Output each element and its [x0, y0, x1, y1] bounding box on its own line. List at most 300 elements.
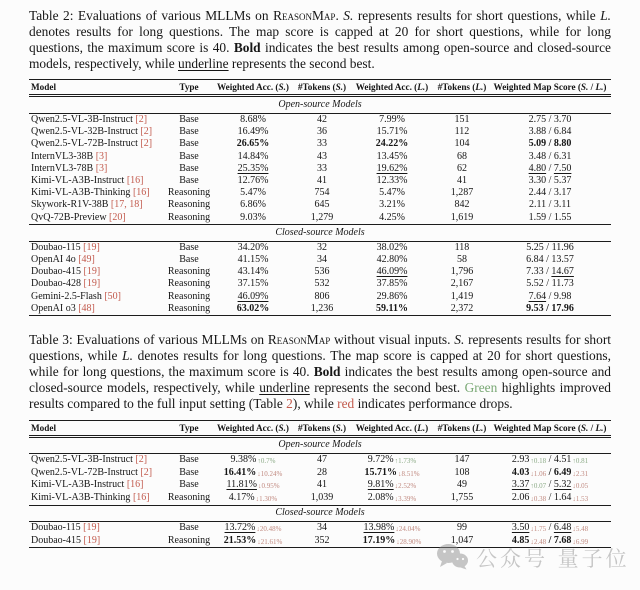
metric-value [315, 535, 330, 546]
text-segment: highlights improved results compared to the full input setting (Table [29, 380, 611, 412]
value: 3.30 [528, 175, 547, 187]
delta-down: ↓ 3.39% [395, 495, 417, 503]
column-header [349, 80, 435, 96]
value: 5.47% [379, 187, 405, 199]
citation-link[interactable]: [19] [83, 241, 100, 253]
model-cell [29, 175, 167, 187]
delta-up: ↑ 0.18 [530, 457, 546, 465]
value: 2.75 [528, 114, 547, 125]
value: 4.03 [511, 466, 530, 478]
metric-value [238, 175, 269, 186]
metric-cell [211, 199, 295, 211]
delta-down: ↓ 21.61% [257, 538, 282, 546]
citation-link[interactable]: [2] [140, 138, 153, 150]
value: 645 [314, 199, 330, 211]
metric-value [377, 278, 408, 289]
model-type: Base [179, 254, 199, 266]
value: 104 [454, 138, 470, 150]
map-score-cell [489, 151, 611, 163]
metric-cell [295, 266, 349, 278]
metric-cell [211, 187, 295, 199]
metric-cell [295, 303, 349, 316]
citation-link[interactable]: [49] [78, 254, 95, 266]
citation-link[interactable]: [17, 18] [110, 199, 143, 211]
text-segment: Type [179, 82, 199, 92]
model-type: Reasoning [167, 266, 211, 278]
metric-value [238, 278, 269, 289]
delta-down: ↓ 5.48 [572, 525, 588, 533]
value: 1,796 [450, 266, 474, 278]
metric-value [554, 199, 571, 210]
value: 68 [457, 150, 467, 162]
column-header [295, 80, 349, 96]
metric-value [529, 175, 547, 186]
table-row [29, 241, 611, 254]
table-row [29, 492, 611, 505]
model-cell [29, 291, 167, 303]
model-cell [29, 479, 167, 492]
text-segment: underline [259, 380, 310, 396]
text-segment: Table 2: Evaluations of various MLLMs on [29, 8, 274, 23]
model-name: Qwen2.5-VL-72B-Instruct [31, 138, 138, 150]
text-segment: Weighted Acc. ( [217, 82, 279, 92]
metric-value [315, 278, 330, 289]
delta-down: ↓ 0.95% [258, 482, 280, 490]
metric-cell [295, 291, 349, 303]
metric-cell [349, 521, 435, 534]
table-row [29, 151, 611, 163]
type-cell [167, 126, 211, 138]
value: 41 [457, 175, 467, 187]
value: 49 [457, 479, 467, 491]
metric-value [551, 266, 574, 277]
metric-value [526, 242, 544, 253]
section-row [29, 437, 611, 454]
model-name: Kimi-VL-A3B-Instruct [31, 479, 125, 491]
value: 1.55 [553, 211, 572, 223]
citation-link[interactable]: [3] [95, 150, 108, 162]
text-segment: L. [122, 348, 133, 364]
model-cell [29, 535, 167, 548]
model-name: Skywork-R1V-38B [31, 199, 109, 211]
metric-value [554, 454, 588, 465]
text-segment: L. [475, 82, 484, 92]
text-segment: ) [483, 82, 487, 92]
separator: / [543, 266, 552, 278]
table-header-row [29, 421, 611, 437]
value: 26.65% [236, 138, 270, 150]
model-name: Qwen2.5-VL-32B-Instruct [31, 126, 138, 138]
model-cell [29, 199, 167, 211]
text-segment: represents results for short questions, while [29, 332, 611, 364]
value: 1,619 [450, 211, 474, 223]
metric-value [554, 467, 588, 478]
metric-value [529, 138, 547, 149]
metric-cell [435, 479, 489, 492]
model-cell [29, 241, 167, 254]
metric-cell [349, 479, 435, 492]
separator: / [546, 492, 554, 504]
model-cell [29, 114, 167, 127]
separator: / [546, 199, 554, 211]
value: 33 [317, 162, 327, 174]
table-row [29, 266, 611, 278]
value: 11.96 [551, 241, 574, 253]
metric-cell [349, 138, 435, 150]
metric-value [529, 187, 547, 198]
metric-value [451, 212, 474, 223]
metric-cell [211, 114, 295, 127]
map-score-cell [489, 175, 611, 187]
metric-value [237, 303, 270, 314]
delta-up: ↑ 0.7% [257, 457, 275, 465]
delta-down: ↓ 28.90% [396, 538, 421, 546]
value: 6.84 [553, 126, 572, 138]
text-segment: / [588, 82, 596, 92]
metric-cell [211, 212, 295, 225]
section-label: Open-source Models [278, 99, 362, 110]
metric-value [512, 467, 546, 478]
value: 6.86% [240, 199, 266, 211]
citation-link[interactable]: [16] [132, 492, 150, 504]
model-type: Base [179, 453, 199, 465]
value: 352 [314, 534, 330, 546]
metric-cell [211, 278, 295, 290]
type-cell [167, 187, 211, 199]
metric-cell [435, 453, 489, 466]
model-type: Base [179, 521, 199, 533]
citation-link[interactable]: [19] [83, 266, 101, 278]
citation-link[interactable]: [16] [132, 187, 150, 199]
text-segment: indicates performance drops. [354, 396, 513, 412]
model-cell [29, 151, 167, 163]
model-name: OpenAI 4o [31, 254, 76, 266]
citation-link[interactable]: [19] [83, 278, 101, 290]
value: 1,287 [450, 187, 474, 199]
model-name: Doubao-115 [31, 241, 81, 253]
metric-cell [295, 479, 349, 492]
metric-value [317, 479, 327, 490]
section-label: Open-source Models [278, 439, 362, 451]
model-cell [29, 467, 167, 480]
type-cell [167, 479, 211, 492]
value: 14.67 [551, 266, 574, 278]
metric-value [377, 163, 408, 174]
model-type: Base [179, 138, 199, 150]
text-segment: ) [603, 423, 607, 434]
delta-down: ↓ 24.04% [395, 525, 420, 533]
table-row [29, 291, 611, 303]
metric-cell [295, 254, 349, 266]
metric-value [529, 114, 547, 125]
metric-value [317, 138, 327, 149]
citation-link[interactable]: [3] [95, 162, 108, 174]
metric-value [379, 187, 405, 198]
delta-down: ↓ 1.30% [256, 495, 278, 503]
metric-value [376, 303, 408, 314]
table3-caption [29, 332, 611, 412]
text-segment: L. [475, 423, 484, 434]
column-header [489, 421, 611, 437]
section-row [29, 224, 611, 241]
value: 14.84% [237, 150, 269, 162]
model-cell [29, 521, 167, 534]
metric-value [457, 163, 467, 174]
citation-link[interactable]: [2] [140, 466, 153, 478]
map-score-cell [489, 241, 611, 254]
citation-link[interactable]: [16] [126, 175, 144, 187]
value: 12.33% [376, 175, 408, 187]
column-header [167, 421, 211, 437]
metric-cell [349, 467, 435, 480]
metric-cell [435, 175, 489, 187]
value: 1.64 [553, 492, 572, 504]
citation-link[interactable]: [19] [83, 534, 101, 546]
text-segment: without visual inputs. [330, 332, 455, 348]
metric-value [512, 454, 546, 465]
text-segment: ) [343, 423, 347, 434]
text-segment: ) [285, 82, 289, 92]
model-name: OpenAI o3 [31, 302, 76, 314]
metric-value [457, 175, 467, 186]
value: 4.85 [511, 534, 530, 546]
metric-cell [295, 114, 349, 127]
map-score-cell [489, 138, 611, 150]
map-score-cell [489, 163, 611, 175]
metric-cell [295, 175, 349, 187]
metric-cell [295, 163, 349, 175]
delta-down: ↓ 20.48% [256, 525, 281, 533]
metric-value [554, 212, 572, 223]
metric-cell [211, 453, 295, 466]
value: 7.33 [526, 266, 544, 278]
metric-value [512, 492, 546, 503]
metric-value [529, 199, 546, 210]
text-segment: ReasonMap [267, 332, 331, 348]
value: 59.11% [376, 302, 408, 314]
value: 43 [317, 150, 327, 162]
model-name: Kimi-VL-A3B-Thinking [31, 187, 131, 199]
value: 4.51 [553, 453, 572, 465]
separator: / [546, 150, 554, 162]
metric-value [377, 266, 408, 277]
column-header [295, 421, 349, 437]
metric-cell [295, 187, 349, 199]
value: 16.41% [223, 466, 257, 478]
delta-down: ↓ 2.48 [530, 538, 546, 546]
separator: / [546, 521, 554, 533]
value: 1,039 [310, 492, 334, 504]
metric-value [526, 278, 544, 289]
map-score-cell [489, 291, 611, 303]
model-name: Gemini-2.5-Flash [31, 290, 102, 302]
separator: / [546, 453, 554, 465]
map-score-cell [489, 199, 611, 211]
metric-cell [349, 266, 435, 278]
separator: / [543, 241, 552, 253]
value: 3.17 [553, 187, 572, 199]
value: 1,279 [310, 211, 334, 223]
value: 37.85% [376, 278, 408, 290]
metric-value [240, 212, 266, 223]
metric-cell [349, 151, 435, 163]
metric-value [451, 187, 474, 198]
metric-value [315, 199, 330, 210]
model-cell [29, 492, 167, 505]
model-type: Reasoning [167, 278, 211, 290]
value: 8.80 [553, 138, 572, 150]
metric-cell [435, 187, 489, 199]
metric-value [317, 467, 327, 478]
value: 842 [454, 199, 470, 211]
text-segment: . [335, 8, 344, 23]
delta-down: ↓ 1.06 [530, 470, 546, 478]
metric-value [368, 454, 416, 465]
delta-down: ↓ 2.31 [572, 470, 588, 478]
model-type: Base [179, 241, 199, 253]
metric-cell [211, 254, 295, 266]
column-header [435, 80, 489, 96]
value: 2.93 [511, 453, 530, 465]
metric-value [451, 266, 474, 277]
metric-value [526, 254, 544, 265]
separator: / [546, 534, 554, 546]
value: 13.72% [224, 521, 256, 533]
metric-cell [435, 241, 489, 254]
value: 3.48 [528, 150, 547, 162]
value: 63.02% [236, 302, 270, 314]
text-segment: ) [483, 423, 487, 434]
metric-cell [295, 467, 349, 480]
section-cell [29, 96, 611, 114]
metric-value [529, 163, 547, 174]
metric-value [363, 535, 422, 546]
metric-cell [211, 291, 295, 303]
watermark-text: 公众号 量子位 [476, 546, 630, 571]
map-score-cell [489, 187, 611, 199]
value: 6.84 [526, 254, 544, 266]
value: 9.03% [240, 211, 266, 223]
model-type: Base [179, 466, 199, 478]
metric-value [317, 114, 327, 125]
model-type: Base [179, 162, 199, 174]
metric-value [455, 114, 470, 125]
citation-link[interactable]: [16] [126, 479, 144, 491]
metric-value [455, 242, 470, 253]
text-segment: ), while [292, 396, 338, 412]
citation-link[interactable]: [20] [109, 211, 126, 223]
text-segment: Weighted Acc. ( [355, 423, 418, 434]
model-cell [29, 138, 167, 150]
metric-value [529, 212, 547, 223]
value: 1,755 [450, 492, 474, 504]
metric-cell [435, 291, 489, 303]
separator: / [546, 114, 554, 125]
value: 11.73 [551, 278, 574, 290]
model-cell [29, 187, 167, 199]
metric-value [317, 454, 327, 465]
value: 15.71% [376, 126, 408, 138]
metric-value [554, 138, 572, 149]
metric-value [238, 291, 269, 302]
map-score-cell [489, 114, 611, 127]
metric-value [379, 114, 405, 125]
text-segment: L. [600, 8, 611, 23]
metric-value [451, 303, 474, 314]
column-header [29, 80, 167, 96]
value: 2.06 [511, 492, 530, 504]
metric-cell [211, 467, 295, 480]
map-score-cell [489, 212, 611, 225]
metric-cell [295, 521, 349, 534]
value: 34 [317, 254, 327, 266]
value: 21.53% [223, 534, 257, 546]
delta-down: ↓ 10.24% [257, 470, 282, 478]
metric-cell [435, 114, 489, 127]
citation-link[interactable]: [50] [104, 290, 121, 302]
metric-value [317, 126, 327, 137]
value: 8.68% [240, 114, 266, 125]
model-type: Base [179, 150, 199, 162]
metric-value [311, 303, 334, 314]
delta-down: ↓ 6.99 [572, 538, 588, 546]
metric-value [377, 291, 408, 302]
metric-value [238, 126, 269, 137]
metric-cell [349, 303, 435, 316]
value: 7.99% [379, 114, 405, 125]
type-cell [167, 278, 211, 290]
citation-link[interactable]: [2] [140, 126, 153, 138]
metric-value [315, 187, 330, 198]
metric-value [317, 242, 327, 253]
table2-caption [29, 0, 611, 72]
value: 29.86% [376, 290, 408, 302]
value: 5.09 [528, 138, 547, 150]
section-row [29, 506, 611, 522]
text-segment: S. [278, 423, 286, 434]
model-cell [29, 254, 167, 266]
metric-value [377, 175, 408, 186]
citation-link[interactable]: [2] [135, 114, 148, 125]
value: 1,419 [450, 290, 474, 302]
separator: / [543, 254, 552, 266]
table2 [29, 79, 611, 316]
metric-cell [349, 199, 435, 211]
metric-value [368, 492, 416, 503]
citation-link[interactable]: [48] [78, 302, 95, 314]
citation-link[interactable]: 2 [286, 396, 293, 412]
metric-value [455, 199, 470, 210]
column-header [167, 80, 211, 96]
text-segment: Weighted Acc. ( [217, 423, 279, 434]
value: 1,236 [310, 302, 334, 314]
text-segment: ) [603, 82, 607, 92]
value: 2.08% [367, 492, 394, 504]
metric-cell [435, 199, 489, 211]
citation-link[interactable]: [19] [83, 521, 100, 533]
separator: / [546, 466, 554, 478]
metric-value [240, 114, 266, 125]
table-row [29, 199, 611, 211]
metric-cell [435, 138, 489, 150]
metric-cell [295, 199, 349, 211]
value: 17.96 [551, 302, 574, 314]
metric-value [554, 114, 572, 125]
text-segment: indicates the best results among open-source and closed-source models, respectively, while [29, 40, 611, 71]
value: 6.48 [553, 521, 572, 533]
value: 33 [317, 138, 327, 150]
citation-link[interactable]: [2] [135, 453, 148, 465]
